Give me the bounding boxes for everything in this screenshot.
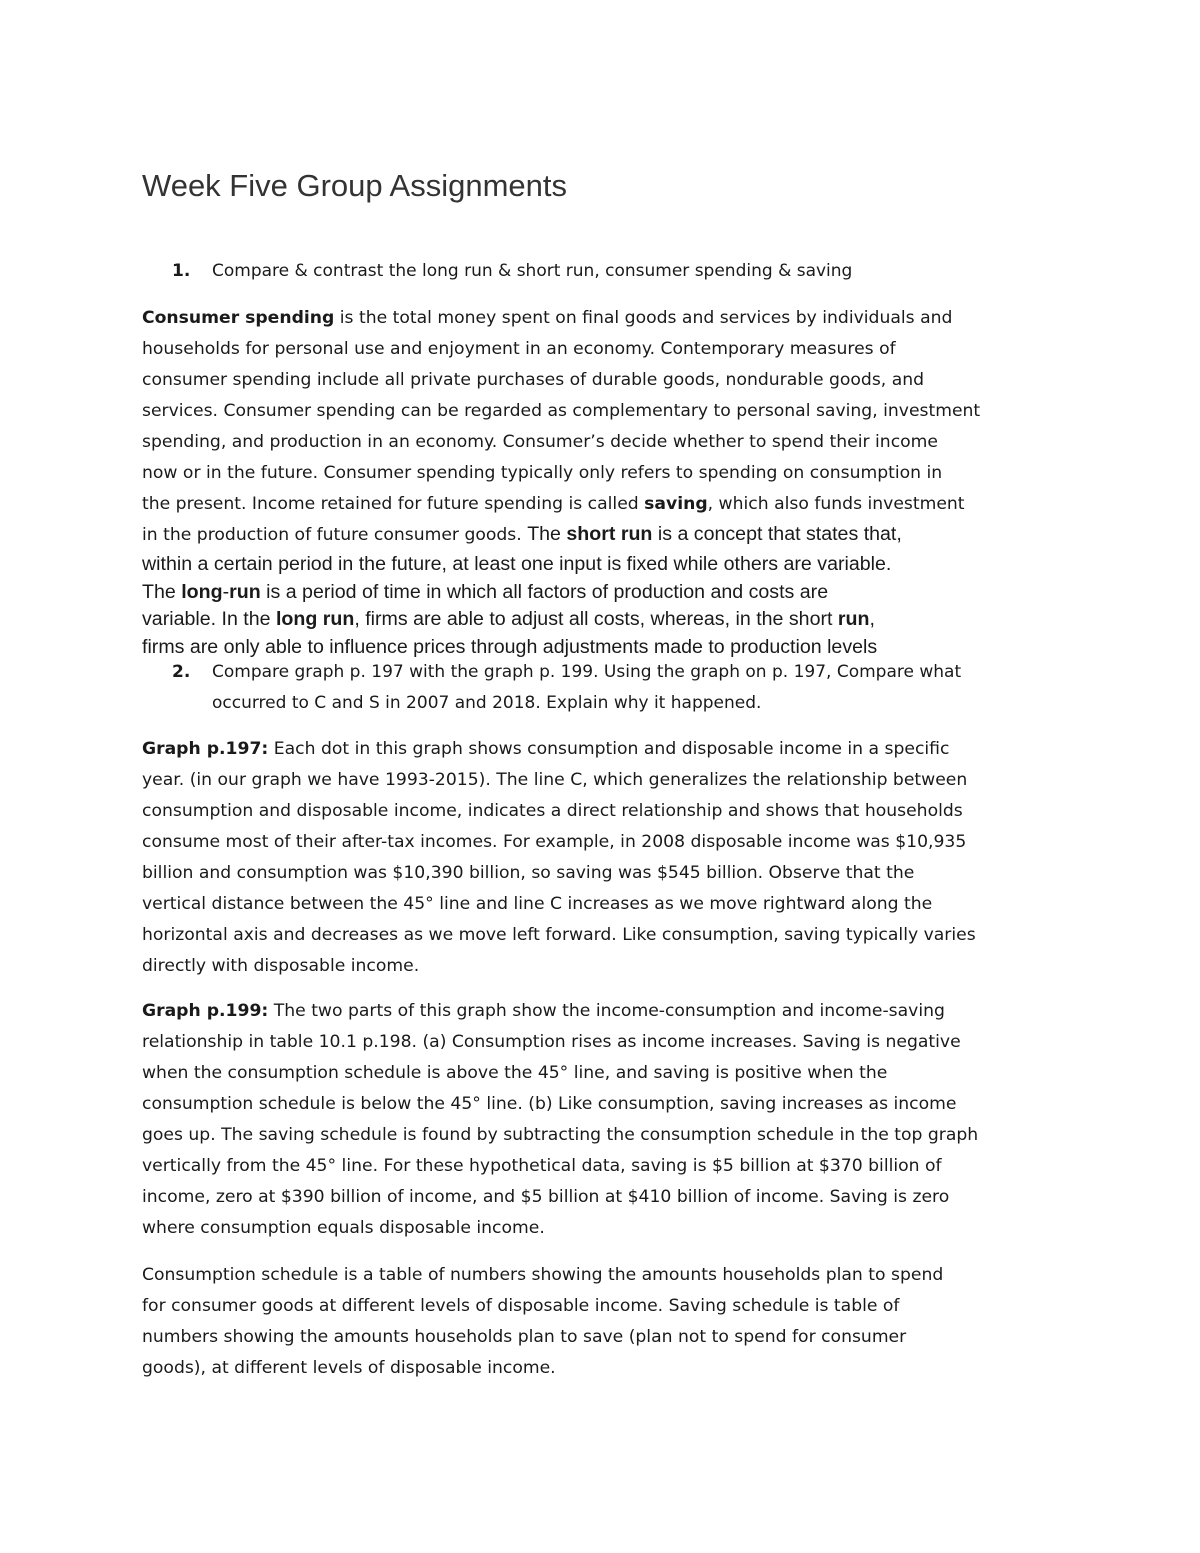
text-line: for consumer goods at different levels of disposable income. Saving schedule is table of <box>142 1296 900 1316</box>
question-number: 2. <box>172 662 191 682</box>
text-line: spending, and production in an economy. Consumer’s decide whether to spend their income <box>142 432 938 452</box>
text-span: The two parts of this graph show the income-consumption and income-saving <box>268 1001 945 1021</box>
text-line <box>142 579 1060 607</box>
graph-199-label: Graph p.199: <box>142 1001 269 1021</box>
text-line: consume most of their after-tax incomes. For example, in 2008 disposable income was $10,935 <box>142 832 967 852</box>
term-run: run <box>837 608 870 630</box>
question-number: 1. <box>172 261 191 281</box>
term-run: run <box>229 580 261 603</box>
text-line: horizontal axis and decreases as we move left forward. Like consumption, saving typically varies <box>142 925 976 945</box>
graph-199-paragraph <box>142 996 1060 1244</box>
text-line <box>142 996 1060 1027</box>
text-line <box>142 303 1060 334</box>
text-span: , firms are able to adjust all costs, whereas, in the short <box>354 608 838 630</box>
text-line: consumption and disposable income, indicates a direct relationship and shows that households <box>142 801 963 821</box>
text-line: consumption schedule is below the 45° line. (b) Like consumption, saving increases as income <box>142 1094 957 1114</box>
text-span: is a concept that states that, <box>652 523 902 545</box>
text-span: Each dot in this graph shows consumption and disposable income in a specific <box>268 739 950 759</box>
text-line <box>142 489 1060 520</box>
text-line: households for personal use and enjoyment in an economy. Contemporary measures of <box>142 339 896 359</box>
text-line: services. Consumer spending can be regarded as complementary to personal saving, investment <box>142 401 981 421</box>
text-line: numbers showing the amounts households plan to save (plan not to spend for consumer <box>142 1327 907 1347</box>
text-line <box>142 520 1060 551</box>
question-text <box>212 657 1062 719</box>
text-line: occurred to C and S in 2007 and 2018. Explain why it happened. <box>212 693 762 713</box>
text-line: now or in the future. Consumer spending typically only refers to spending on consumption in <box>142 463 943 483</box>
text-line: relationship in table 10.1 p.198. (a) Consumption rises as income increases. Saving is negative <box>142 1032 961 1052</box>
text-line: goes up. The saving schedule is found by subtracting the consumption schedule in the top graph <box>142 1125 979 1145</box>
term-short-run: short run <box>566 523 653 545</box>
text-line: Compare graph p. 197 with the graph p. 199. Using the graph on p. 197, Compare what <box>212 662 962 682</box>
text-line: year. (in our graph we have 1993-2015). The line C, which generalizes the relationship between <box>142 770 968 790</box>
text-line: goods), at different levels of disposable income. <box>142 1358 556 1378</box>
question-text: Compare & contrast the long run & short run, consumer spending & saving <box>212 261 853 281</box>
text-line: income, zero at $390 billion of income, and $5 billion at $410 billion of income. Saving is zero <box>142 1187 950 1207</box>
text-line: directly with disposable income. <box>142 956 420 976</box>
text-line <box>142 606 1060 634</box>
text-line: Consumption schedule is a table of numbers showing the amounts households plan to spend <box>142 1265 944 1285</box>
question-2 <box>172 657 1062 719</box>
text-span: , which also funds investment <box>707 494 965 514</box>
graph-197-paragraph <box>142 734 1060 982</box>
text-line: where consumption equals disposable income. <box>142 1218 545 1238</box>
text-span: variable. In the <box>142 608 276 630</box>
schedules-paragraph <box>142 1260 1060 1384</box>
text-span: the present. Income retained for future spending is called <box>142 494 645 514</box>
text-line: when the consumption schedule is above the 45° line, and saving is positive when the <box>142 1063 888 1083</box>
answer-1-paragraph <box>142 303 1060 661</box>
text-span: is the total money spent on final goods and services by individuals and <box>334 308 953 328</box>
term-long-run: long run <box>275 608 355 630</box>
text-line <box>142 734 1060 765</box>
term-consumer-spending: Consumer spending <box>142 308 335 328</box>
text-line: vertical distance between the 45° line and line C increases as we move rightward along the <box>142 894 933 914</box>
term-saving: saving <box>644 494 708 514</box>
page-title: Week Five Group Assignments <box>142 168 567 203</box>
text-span: is a period of time in which all factors of production and costs are <box>260 580 829 603</box>
graph-197-label: Graph p.197: <box>142 739 269 759</box>
text-span: in the production of future consumer goods. <box>142 525 528 545</box>
text-line: vertically from the 45° line. For these hypothetical data, saving is $5 billion at $370 billion of <box>142 1156 942 1176</box>
text-line: consumer spending include all private purchases of durable goods, nondurable goods, and <box>142 370 925 390</box>
text-line: firms are only able to influence prices through adjustments made to production levels <box>142 635 878 658</box>
question-1 <box>172 256 1062 287</box>
text-line: billion and consumption was $10,390 billion, so saving was $545 billion. Observe that the <box>142 863 915 883</box>
text-span: The <box>527 523 567 545</box>
term-long: long <box>181 580 223 603</box>
text-span: The <box>142 580 182 603</box>
text-span: , <box>869 608 875 630</box>
text-line: within a certain period in the future, at least one input is fixed while others are variable. <box>142 553 892 575</box>
text-span: - <box>222 580 230 603</box>
